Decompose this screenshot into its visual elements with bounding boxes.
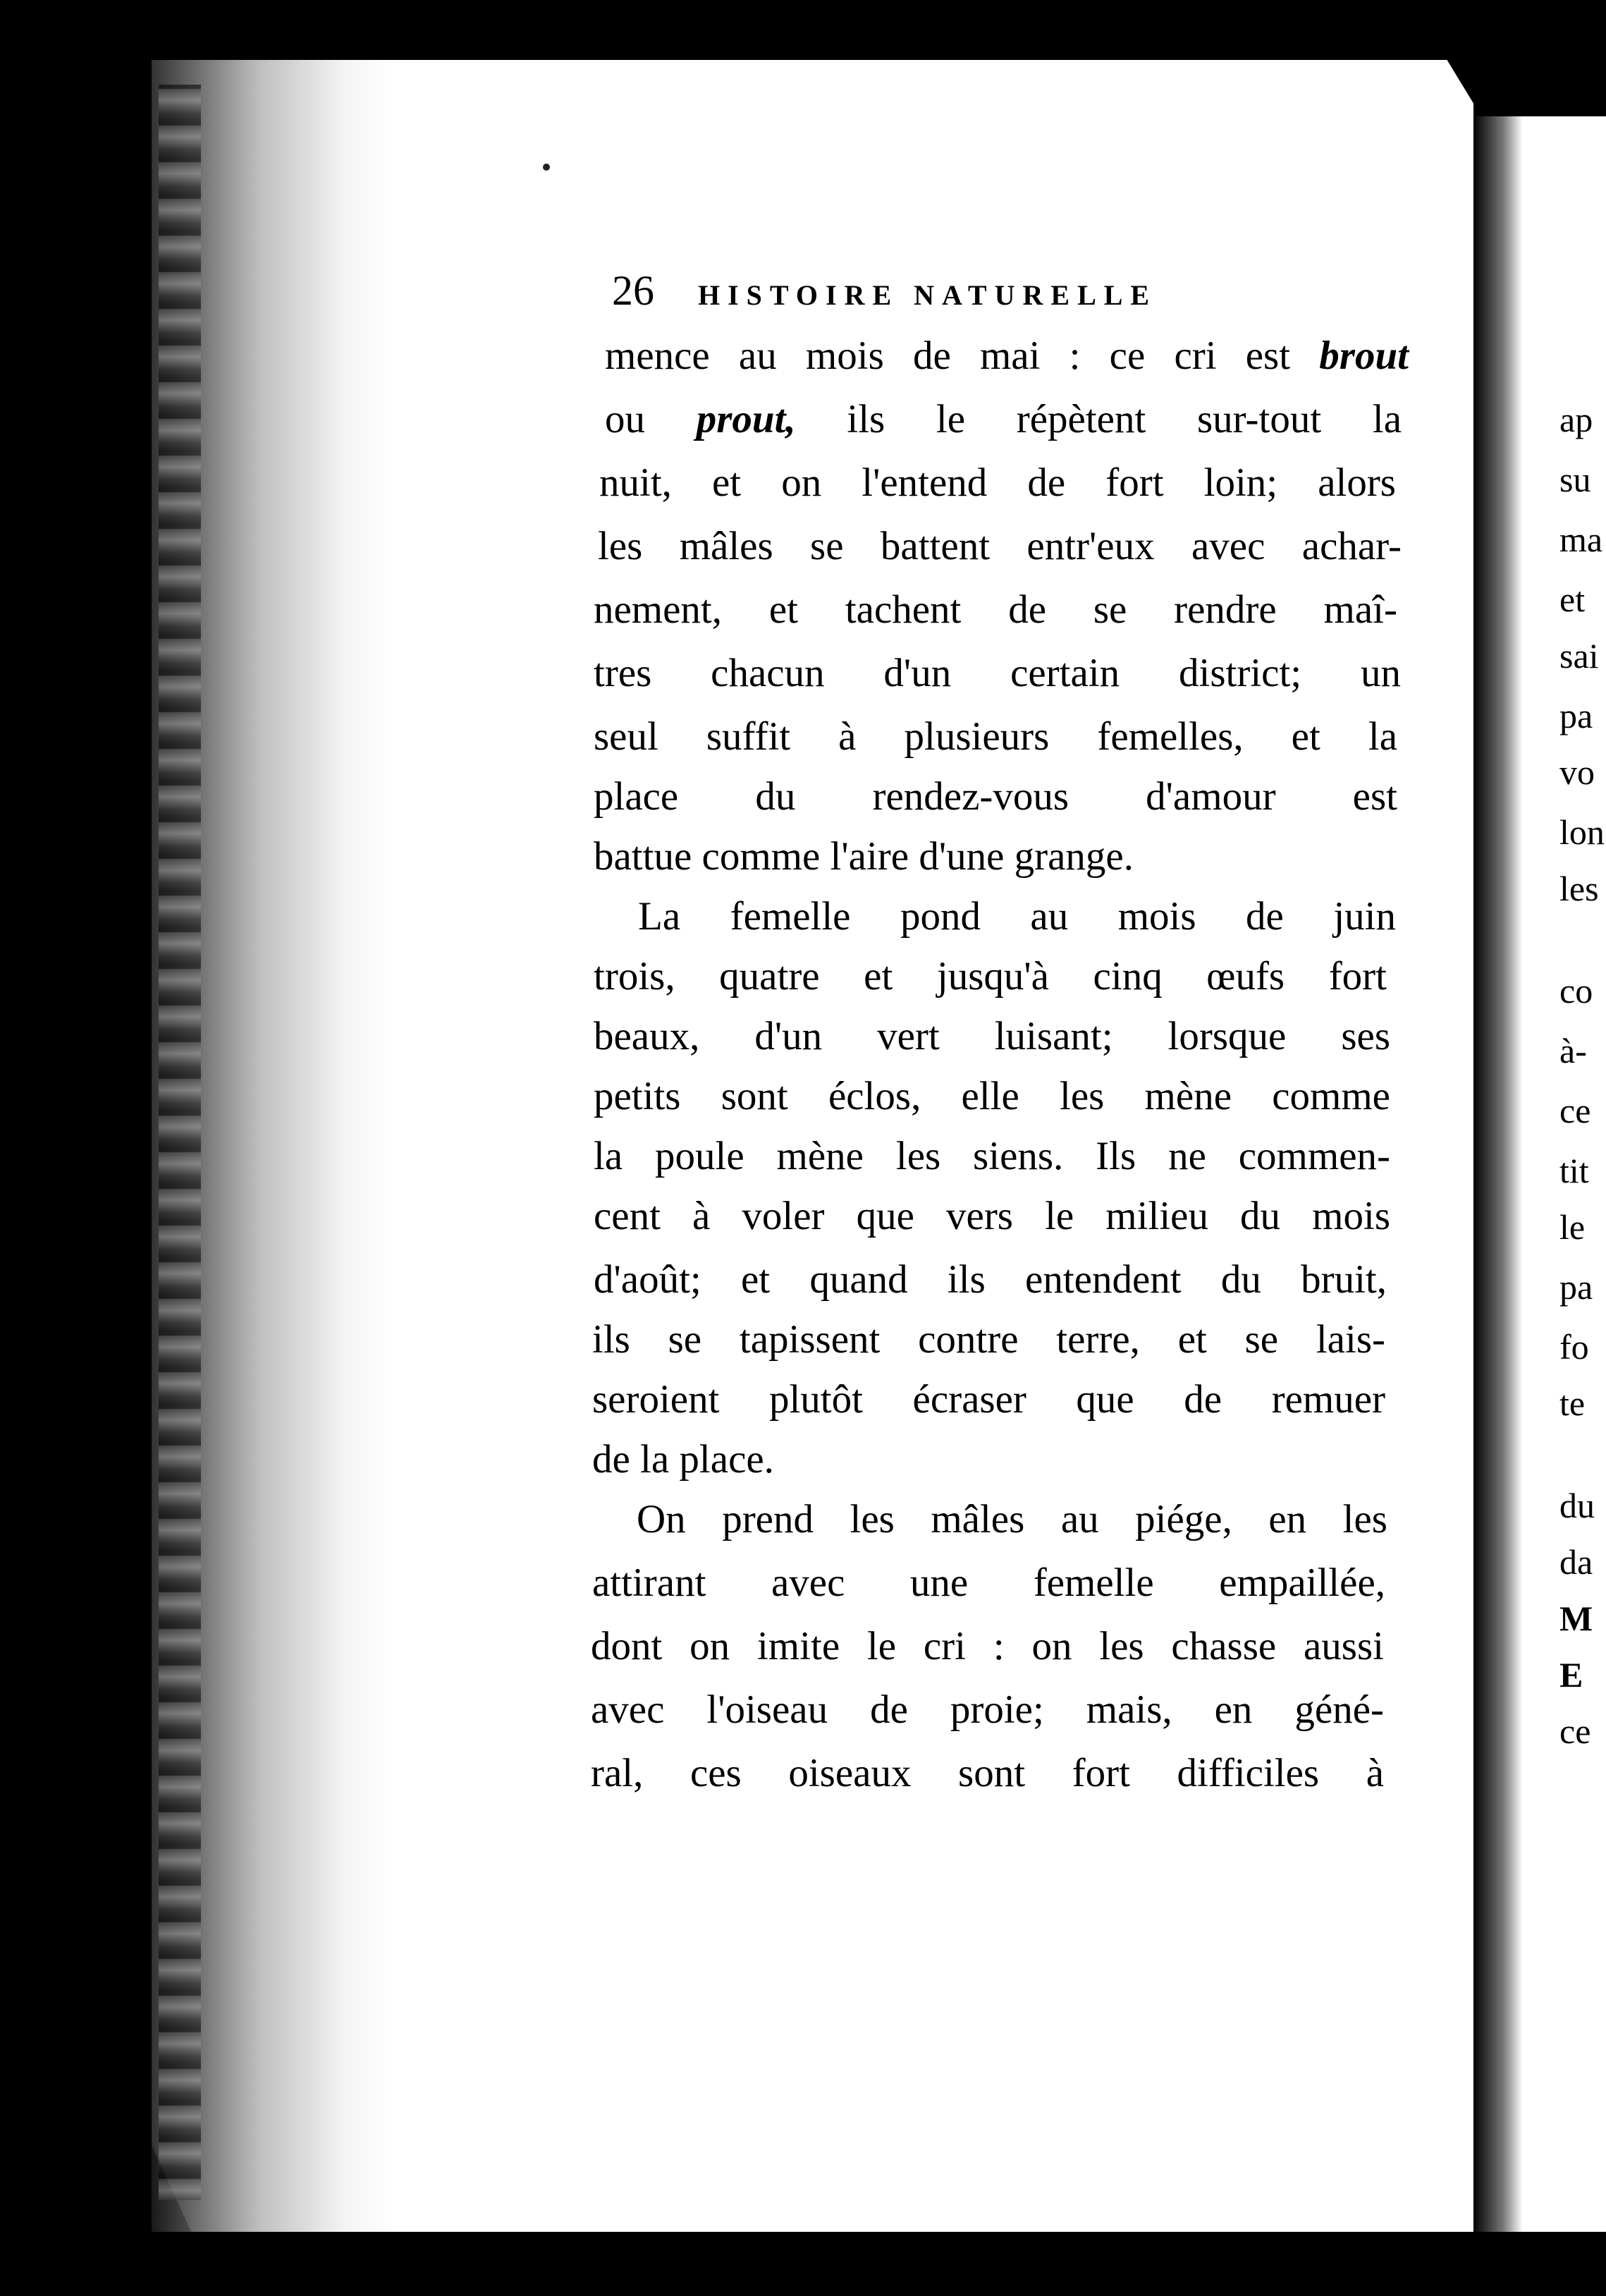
text-segment: seroient plutôt écraser que de remuer: [592, 1377, 1385, 1422]
right-page-fragment: ap: [1559, 400, 1593, 439]
text-segment: avec l'oiseau de proie; mais, en géné-: [591, 1687, 1384, 1732]
right-page-fragment: pa: [1559, 1267, 1593, 1307]
text-segment: beaux, d'un vert luisant; lorsque ses: [594, 1014, 1390, 1058]
text-line: [594, 952, 1387, 1001]
text-line: [591, 1749, 1384, 1798]
right-page-fragment: da: [1559, 1542, 1593, 1582]
text-segment: attirant avec une femelle empaillée,: [592, 1561, 1385, 1605]
text-segment: trois, quatre et jusqu'à cinq œufs fort: [594, 954, 1387, 999]
right-page-fragment: à-: [1559, 1031, 1587, 1070]
right-page-fragment: les: [1559, 869, 1599, 908]
right-page-fragment: et: [1559, 580, 1586, 619]
running-head: HISTOIRE NATURELLE: [698, 279, 1158, 311]
text-line: [592, 1375, 1385, 1424]
right-page-fragment: te: [1559, 1384, 1586, 1423]
text-segment: d'août; et quand ils entendent du bruit,: [594, 1257, 1387, 1302]
right-page-fragment: lon: [1559, 812, 1605, 852]
text-line: [638, 892, 1396, 941]
text-line: [594, 832, 1320, 881]
text-line: [599, 458, 1396, 508]
right-page-fragment: tit: [1559, 1151, 1589, 1190]
text-line: [605, 331, 1409, 381]
text-segment: ils le répètent sur-tout la: [795, 397, 1402, 441]
page-number: 26: [612, 267, 654, 314]
text-segment: mence au mois de mai : ce cri est: [605, 334, 1320, 378]
text-line: [591, 1685, 1384, 1735]
right-page-fragment: le: [1559, 1207, 1586, 1247]
right-page-fragment: fo: [1559, 1327, 1589, 1367]
text-segment: dont on imite le cri : on les chasse aussi: [591, 1624, 1384, 1668]
text-line: [591, 1622, 1384, 1671]
text-line: [592, 1315, 1385, 1364]
text-line: [594, 1255, 1387, 1305]
right-page-fragment: ce: [1559, 1091, 1591, 1130]
right-page-fragment: ma: [1559, 520, 1603, 559]
ink-speck: [543, 164, 550, 171]
text-segment: cent à voler que vers le milieu du mois: [594, 1194, 1390, 1238]
italic-word: prout,: [696, 397, 796, 441]
text-line: [594, 1192, 1390, 1241]
text-line: [592, 1558, 1385, 1608]
text-segment: tres chacun d'un certain district; un: [594, 651, 1401, 695]
right-page-fragment: M: [1559, 1599, 1593, 1638]
right-page-fragment: E: [1559, 1655, 1583, 1694]
text-segment: ou: [605, 397, 697, 441]
text-segment: petits sont éclos, elle les mène comme: [594, 1074, 1390, 1118]
text-segment: seul suffit à plusieurs femelles, et la: [594, 714, 1397, 759]
text-line: [594, 649, 1401, 698]
text-segment: nuit, et on l'entend de fort loin; alors: [599, 460, 1396, 505]
text-line: [594, 585, 1397, 635]
italic-word: brout: [1319, 334, 1409, 378]
text-segment: la poule mène les siens. Ils ne commen-: [594, 1134, 1390, 1178]
right-page-fragment: co: [1559, 971, 1593, 1010]
right-page-fragment: sai: [1559, 636, 1599, 676]
right-page-fragment: du: [1559, 1486, 1595, 1525]
text-segment: La femelle pond au mois de juin: [638, 894, 1396, 939]
text-segment: battue comme l'aire d'une grange.: [594, 834, 1134, 879]
text-line: [594, 712, 1397, 762]
right-page-fragment: vo: [1559, 752, 1595, 792]
right-page-gutter: [1473, 116, 1523, 2232]
text-line: [637, 1495, 1387, 1544]
text-segment: On prend les mâles au piége, en les: [637, 1497, 1387, 1541]
text-segment: les mâles se battent entr'eux avec achar-: [598, 524, 1402, 568]
text-line: [594, 772, 1397, 822]
right-page-fragment: pa: [1559, 696, 1593, 735]
text-segment: place du rendez-vous d'amour est: [594, 774, 1397, 819]
text-segment: ral, ces oiseaux sont fort difficiles à: [591, 1751, 1384, 1795]
page-edge-texture: [159, 85, 201, 2200]
text-line: [592, 1435, 825, 1484]
text-line: [598, 522, 1402, 571]
text-line: [594, 1072, 1390, 1121]
page-header: [612, 267, 1157, 316]
text-segment: de la place.: [592, 1437, 774, 1482]
text-line: [594, 1012, 1390, 1061]
right-page-fragment: ce: [1559, 1711, 1591, 1751]
bottom-border: [176, 2232, 1606, 2296]
right-page-fragment: su: [1559, 460, 1591, 499]
text-line: [594, 1132, 1390, 1181]
text-segment: ils se tapissent contre terre, et se lais-: [592, 1317, 1385, 1362]
text-line: [605, 395, 1402, 444]
text-segment: nement, et tachent de se rendre maî-: [594, 587, 1397, 632]
